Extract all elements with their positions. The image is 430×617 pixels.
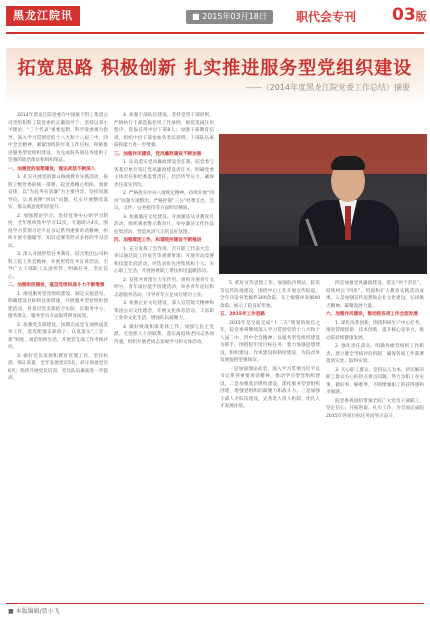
article-column-2: [114, 112, 214, 598]
page-subtitle: ——（2014年度黑龙江院党委工作总结）摘要: [245, 83, 410, 92]
article-paragraph: 2. 强化责任落实。明确各级党组织工作职责，建立健全考核评价机制，确保各项工作部署落到实处、取得实效。: [326, 344, 424, 364]
masthead-rule: [6, 32, 424, 34]
masthead: [0, 0, 430, 34]
article-paragraph: 1. 深化改革创新。围绕科研生产中心任务，推进管理创新、技术创新，提升核心竞争力，推动院持续健康发展。: [326, 320, 424, 341]
article-paragraph: 4. 做好统战和离退休工作。加强与民主党派、无党派人士的联系，落实离退休老同志各项待遇，组织开展老同志参观学习和文体活动。: [114, 324, 214, 345]
article-paragraph: 2. 发挥共青团生力军作用。组织开展青年文明号、青年岗位能手创建活动，举办青年论坛和志愿服务活动，引导青年立足岗位建功立业。: [114, 277, 214, 298]
newspaper-logo: 黑龙江院讯: [6, 6, 80, 26]
article-column-3: [220, 280, 320, 598]
article-paragraph: 四是加强党风廉政建设，落实“两个责任”，持续纠正“四风”，巩固和扩大教育实践活动成果。五是加强宣传思想和企业文化建设，弘扬航天精神，凝聚发展力量。: [326, 281, 424, 309]
article-paragraph: 1. 推进服务型党组织建设。制定实施意见，明确建设目标和具体措施，开展服务型党组织创建活动，各基层党支部结合实际，在服务中心、服务群众、服务党员方面取得明显成效。: [8, 291, 108, 319]
section-name: 职代会专刊: [296, 10, 357, 24]
article-paragraph: 2. 加强理论学习。坚持党委中心组学习制度，全年组织集中学习12次，专题研讨4次。围绕学习贯彻习近平总书记系列重要讲话精神，组织开展专题辅导、知识竞赛等形式多样的学习活动。: [8, 213, 108, 249]
headline-banner: [6, 48, 424, 106]
article-paragraph: 1. 充分发挥工会作用。召开职工代表大会，审议通过院工作报告等重要事项；开展劳动竞赛和技能比武活动，评选表彰先进集体和个人；关心职工生活，开展困难职工帮扶和送温暖活动。: [114, 246, 214, 274]
article-paragraph: 2014年黑龙江院党委在中国航天科工集团公司党组和科工院党委的正确领导下，坚持以邓小平理论、“三个代表”重要思想、科学发展观为指导，深入学习贯彻党的十八大和十八届三中、四中全会精神，紧紧围绕院年度工作目标，积极推进服务型党组织建设，为完成院各项任务提供了坚强的政治保证和组织保证。: [8, 113, 108, 163]
article-column-1: [8, 112, 108, 598]
article-paragraph: 2. 严格落实中央八项规定精神。持续开展“四风”问题专项整治，严格控制“三公”经费支出，会议、文件、公务接待等方面明显精简。: [114, 191, 214, 211]
article-paragraph: 2015年是全面完成“十二五”规划的收官之年。院党委将继续深入学习贯彻党的十八大和十八届三中、四中全会精神，以服务型党组织建设为抓手，围绕院年度目标任务，着力加强思想建设、组织建设、作风建设和制度建设，为院改革发展提供坚强保证。: [220, 320, 320, 363]
section-heading: 六、加强作风建设，推动院各项工作全面发展: [326, 312, 418, 317]
article-paragraph: 4. 加强干部队伍建设。坚持党管干部原则，严格执行干部选拔任用工作条例，规范选拔任用程序，选拔任用中层干部8人；加强干部教育培训，组织中层干部参加各类培训班，干部队伍素质和能力进一步增强。: [114, 113, 214, 148]
section-heading: 五、2015年工作思路: [220, 312, 265, 317]
page-title: 拓宽思路 积极创新 扎实推进服务型党组织建设: [17, 58, 413, 79]
article-paragraph: 1. 认真落实党风廉政建设责任制。院党委与各基层单位签订党风廉政建设责任书，明确党委主体责任和纪委监督责任，层层传导压力，确保责任落实到位。: [114, 160, 214, 188]
article-paragraph: 1. 扎实开展党的群众路线教育实践活动。按照上级党委的统一部署，院党委精心组织、周密安排，以“为民务实清廉”为主要内容，坚持问题导向，认真查摆“四风”问题，扎实开展整改落实，群众满意度明显提升。: [8, 175, 108, 210]
section-heading: 二、加强组织建设，基层党组织战斗力不断增强: [8, 283, 105, 288]
speaker-photo: [219, 134, 427, 274]
article-paragraph: 3. 做好党员发展和教育管理工作。坚持标准、保证质量，全年发展党员5名，转正预备党员6名；组织开展党员培训，党员队伍素质进一步提高。: [8, 353, 108, 381]
section-heading: 一、加强党的思想建设，理论武装不断深入: [8, 166, 96, 172]
article-paragraph: 院党委将团结带领全院广大党员干部职工，坚定信心、开拓进取、扎实工作，为全面完成院2015年各项目标任务而努力奋斗。: [326, 398, 424, 419]
footer-editor: ■ 本版编辑/贾小飞: [8, 608, 60, 615]
footer-rule: [6, 603, 424, 604]
section-heading: 三、加强作风建设，党风廉政建设不断加强: [114, 151, 202, 157]
article-paragraph: 3. 深入开展形势任务教育。结合集团公司和科工院工作会精神，开展形势任务宣讲活动，引导广大干部职工认清形势、明确任务、坚定信心。: [8, 252, 108, 280]
issue-bar: [186, 5, 430, 26]
article-column-4: [326, 280, 424, 598]
article-paragraph: 5. 抓好宣传思想工作。加强院内网站、院讯等宣传阵地建设，围绕中心工作开展宣传报道，全年刊发各类稿件300余篇，在上级媒体发稿40余篇，展示了院良好形象。: [220, 281, 320, 309]
page-number: 03版: [392, 5, 427, 25]
section-heading: 四、加强群团工作，和谐院所建设不断推进: [114, 238, 202, 243]
article-paragraph: 3. 加强企业文化建设。深入宣贯航天精神和集团公司文化理念，开展文化体育活动，丰富职工业余文化生活，增强队伍凝聚力。: [114, 301, 214, 321]
article-paragraph: 2. 加强党支部建设。按期完成党支部换届选举工作，选优配强支部班子；认真落实“三会一课”制度，规范组织生活，开展党支部工作考核评价。: [8, 322, 108, 350]
article-paragraph: 3. 加强廉洁文化建设。开展廉洁从业教育月活动，组织观看警示教育片，举办廉洁文化作品征集活动，营造风清气正的良好氛围。: [114, 214, 214, 235]
article-paragraph: 3. 关心职工群众。坚持以人为本，切实解决职工群众关心的热点难点问题，努力为职工办实事、做好事、解难事，不断增强职工的获得感和幸福感。: [326, 367, 424, 395]
issue-date: ■ 2015年03月18日: [186, 10, 273, 24]
article-paragraph: 一是加强理论武装，深入学习贯彻习近平总书记系列重要讲话精神，推动学习型党组织建设。二是加强基层组织建设，深化服务型党组织创建，增强党组织的凝聚力和战斗力。三是加强干部人才队伍建设，完善选人用人机制，优化人才发展环境。: [220, 366, 320, 409]
